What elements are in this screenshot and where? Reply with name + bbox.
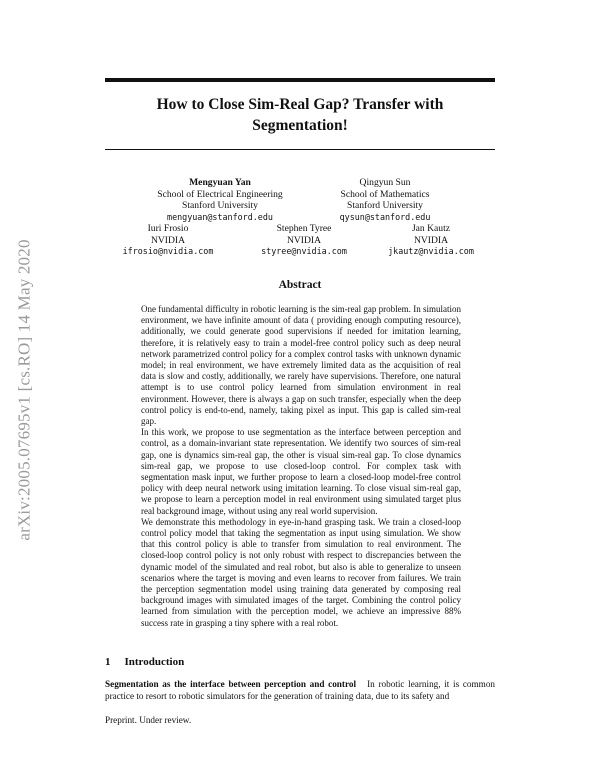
author-affiliation: School of Mathematics [340,188,430,200]
paper-title-line2: Segmentation! [252,117,348,134]
abstract-heading: Abstract [278,279,322,291]
author-email: ifrosio@nvidia.com [122,246,214,257]
author-block [108,223,228,258]
author-affiliation: NVIDIA [150,234,186,246]
section-number: 1 [105,656,111,668]
author-name: Mengyuan Yan [189,177,251,188]
author-email: jkautz@nvidia.com [388,246,474,257]
arxiv-stamp-text: arXiv:2005.07695v1 [cs.RO] 14 May 2020 [15,239,35,541]
intro-body: In robotic learning, it is common practice to resort to robotic simulators for the generation of training data, due to its safety and [105,679,496,701]
section-title: Introduction [124,656,185,668]
author-name: Qingyun Sun [359,177,411,188]
author-email: styree@nvidia.com [261,246,347,257]
author-name: Iuri Frosio [147,223,189,234]
section-heading [105,656,184,668]
author-block [145,177,295,223]
author-name: Jan Kautz [411,223,451,234]
author-email: qysun@stanford.edu [339,211,431,222]
author-block [368,223,494,258]
title-rule-bottom [105,149,495,150]
author-affiliation: School of Electrical Engineering [157,188,283,200]
intro-text [105,678,495,702]
abstract-paragraph: One fundamental difficulty in robotic learning is the sim-real gap problem. In simulation environment, we have infinite amount of data ( providing enough computing resource), additionally, we could generate good supervisions if needed for imitation learning, therefore, it is relatively easy to train a model-free control policy such as deep neural network parametrized control policy for a complex control tasks with unknown dynamic model; in real environment, we have extremely limited data as the acquisition of real data is slow and costly, additionally, we rarely have supervisions. Therefore, one natural attempt is to use control policy learned from simulation environment in real environment. However, there is always a gap on such transfer, especially when the deep control policy is end-to-end, namely, taking pixel as input. This gap is called sim-real gap. [141,304,461,427]
abstract-paragraph: We demonstrate this methodology in eye-in-hand grasping task. We train a closed-loop control policy model that taking the segmentation as input using simulation. We show that this control policy is able to transfer from simulation to real environment. The closed-loop control policy is not only robust with respect to discrepancies between the dynamic model of the simulated and real robot, but also is able to generalize to unseen scenarios where the target is moving and even learns to recover from failures. We train the perception segmentation model using training data generated by composing real background images with simulated images of the target. Combining the control policy learned from simulation with the perception model, we achieve an impressive 88% success rate in grasping a tiny sphere with a real robot. [141,516,461,628]
preprint-footer: Preprint. Under review. [105,715,192,725]
abstract-body [141,304,461,629]
paper-title-line1: How to Close Sim-Real Gap? Transfer with [156,96,444,113]
author-affiliation: NVIDIA [286,234,322,246]
author-email: mengyuan@stanford.edu [167,211,273,222]
intro-lead: Segmentation as the interface between perception and control [105,679,357,689]
title-rule-top [105,78,495,82]
arxiv-stamp [13,200,37,580]
author-affiliation: Stanford University [347,200,423,212]
abstract-paragraph: In this work, we propose to use segmentation as the interface between perception and control, as a domain-invariant state representation. We identify two sources of sim-real gap, one is dynamics sim-real gap, the other is visual sim-real gap. To close dynamics sim-real gap, we propose to use closed-loop control. For complex task with segmentation mask input, we further propose to learn a closed-loop model-free control policy with deep neural network using imitation learning. To close visual sim-real gap, we propose to learn a perception model in real environment using simulated target plus real background image, without using any real world supervision. [141,427,461,516]
author-block [244,223,364,258]
paper-title [105,94,495,136]
author-affiliation: NVIDIA [413,234,449,246]
author-block [310,177,460,223]
author-affiliation: Stanford University [182,200,258,212]
author-name: Stephen Tyree [276,223,332,234]
